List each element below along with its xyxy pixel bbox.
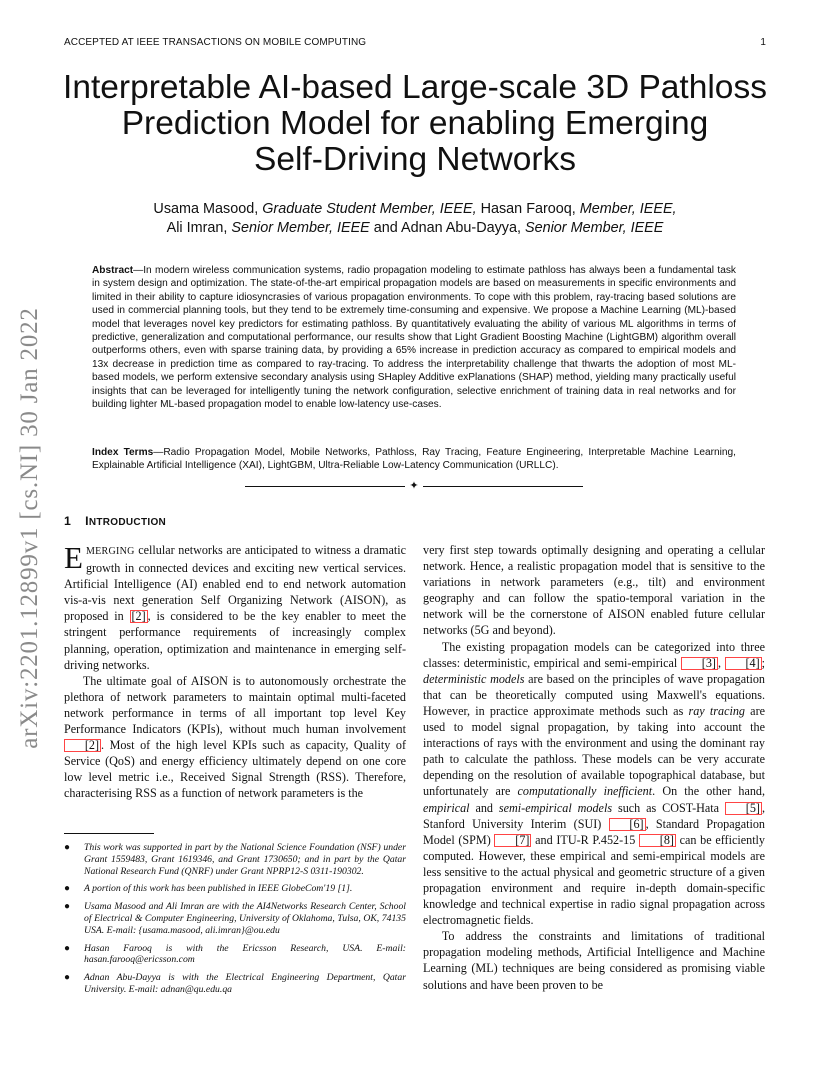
paragraph-text: The ultimate goal of AISON is to autonomously orchestrate the plethora of network parameters to maintain optimal multi-faceted network performance in terms of all important top level Key Performance Indicators (KPIs), without much human involvement: [64, 673, 406, 737]
abstract-text: —In modern wireless communication systems, radio propagation modeling to estimate pathloss has always been a fundamental task in system design and optimization. The state-of-the-art empirical propagation models are based on measurements in specific environments and limited in their ability to capture idiosyncrasies of various propagation environments. To cope with this problem, ray-tracing based solutions are used in commercial planning tools, but they tend to be extremely time-consuming and expensive. We propose a Machine Learning (ML)-based model that leverages novel key predictors for estimating pathloss. By quantitatively evaluating the ability of various ML algorithms in terms of predictive, generalization and computational performance, our results show that Light Gradient Boosting Machine (LightGBM) algorithm overall outperforms others, even with sparse training data, by providing a 65% increase in prediction accuracy as compared to empirical models and 13x decrease in prediction time as compared to ray-tracing. To address the interpretability challenge that thwarts the adoption of most ML-based models, we perform extensive secondary analysis using SHapley Additive exPlanations (SHAP) method, yielding many practically useful insights that can be leveraged for intelligently tuning the network configuration, selective enrichment of training data in real networks and for building lighter ML-based propagation model to enable low-latency use-cases.: [92, 265, 736, 411]
bullet-icon: ●: [64, 842, 71, 853]
footnote-text: This work was supported in part by the National Science Foundation (NSF) under Grant 1559483, Grant 1619346, and Grant 1730650; and in part by the Qatar National Research Fund (QNRF) under Grant NPRP12-S 0311-190302.: [84, 842, 406, 877]
emphasis: computationally inefficient: [517, 784, 653, 799]
paragraph-text: , Standard Propagation Model (SPM): [423, 816, 765, 847]
paragraph-text: very first step towards optimally designing and operating a cellular network. Hence, a realistic propagation model that is sensitive to the variations in network parameters (e.g., tilt) and environment geography and can follow the spatio-temporal variation in the network will be the cornerstone of AISON enabled future cellular networks (5G and beyond).: [423, 543, 765, 638]
page-number: 1: [760, 37, 766, 48]
paragraph-text: can be efficiently computed. However, these empirical and semi-empirical models are less sensitive to the actual physical and geometric structure of a given propagation environment and require in-depth domain-specific knowledge and technical expertise in radio signal propagation across electromagnetic fields.: [423, 832, 766, 928]
section-heading: [64, 514, 166, 528]
small-caps-word: MERGING: [85, 546, 135, 557]
paragraph-text: ;: [761, 655, 765, 670]
author-name: and Adnan Abu-Dayya,: [369, 220, 525, 236]
paragraph-text: , is considered to be the key enabler to meet the stringent performance requirements of increasingly complex planning, operation, optimization and maintenance in emerging self-driving networks.: [64, 609, 406, 672]
journal-name: ACCEPTED AT IEEE TRANSACTIONS ON MOBILE COMPUTING: [64, 37, 367, 48]
citation-link[interactable]: [8]: [639, 834, 676, 847]
author-name: Usama Masood,: [153, 201, 263, 217]
section-title-rest: NTRODUCTION: [88, 517, 167, 528]
title-line: Interpretable AI-based Large-scale 3D Pathloss: [63, 69, 767, 106]
index-terms-label: Index Terms: [92, 447, 154, 458]
paragraph-text: such as COST-Hata: [612, 800, 725, 815]
footnotes: [64, 842, 406, 1002]
paper-title: [40, 70, 790, 178]
footnote: [64, 901, 406, 936]
footnote-text: Adnan Abu-Dayya is with the Electrical Engineering Department, Qatar University. E-mail: adnan@qu.edu.qa: [84, 972, 406, 995]
bullet-icon: ●: [64, 883, 71, 895]
author-affiliation: Senior Member, IEEE: [525, 220, 664, 236]
bullet-icon: ●: [64, 901, 71, 913]
emphasis: empirical: [423, 800, 470, 815]
citation-link[interactable]: [3]: [681, 657, 718, 670]
paragraph-text: , Stanford University Interim (SUI): [423, 800, 765, 831]
author-name: Ali Imran,: [166, 220, 232, 236]
arxiv-stamp: [10, 296, 50, 760]
paragraph-text: cellular networks are anticipated to witness a dramatic growth in connected devices and exciting new vertical services. Artificial Intelligence (AI) enabled end to end network automation vis-a-vis next generation Self Organizing Network (AISON), as proposed in: [64, 543, 406, 624]
citation-link[interactable]: [7]: [494, 834, 531, 847]
citation-link[interactable]: [2]: [131, 609, 146, 624]
title-line: Prediction Model for enabling Emerging: [121, 105, 709, 142]
footnote-rule: [64, 833, 154, 834]
paragraph-text: are used to model signal propagation, by taking into account the interactions of rays with the environment and using the dominant ray path to calculate the pathloss. These models can be very accurate depending on the resolution of available topographical database, but unfortunately are: [423, 703, 766, 799]
paragraph-text: ,: [717, 655, 725, 670]
paragraph-text: are based on the principles of wave propagation that can be theoretically computed using Maxwell's equations. However, in practice approximate methods such as: [423, 671, 766, 718]
citation-link[interactable]: [6]: [609, 818, 646, 831]
index-terms-text: —Radio Propagation Model, Mobile Networks, Pathloss, Ray Tracing, Feature Engineering, Interpretable Machine Learning, Explainable Artificial Intelligence (XAI), LightGBM, Ultra-Reliable Low-Latency Communication (URLLC).: [92, 447, 736, 472]
diamond-star-icon: ✦: [409, 480, 419, 492]
paragraph: [423, 542, 765, 639]
author-affiliation: Senior Member, IEEE: [231, 220, 370, 236]
paragraph: [64, 542, 406, 673]
citation-link[interactable]: [2]: [64, 739, 101, 752]
paragraph-text: . On the other hand,: [652, 784, 766, 799]
author-affiliation: Graduate Student Member, IEEE,: [262, 201, 477, 217]
paragraph-text: The existing propagation models can be categorized into three classes: deterministic, empirical and semi-empirical: [423, 639, 765, 670]
abstract: [92, 264, 736, 411]
paragraph-text: and: [469, 800, 499, 815]
abstract-label: Abstract: [92, 265, 134, 276]
section-divider: [245, 479, 583, 493]
citation-link[interactable]: [4]: [725, 657, 762, 670]
paragraph-text: and ITU-R P.452-15: [531, 832, 639, 847]
right-column: [423, 542, 765, 993]
footnote-text: Usama Masood and Ali Imran are with the AI4Networks Research Center, School of Electrical & Computer Engineering, University of Oklahoma, Tulsa, OK, 74135 USA. E-mail: {usama.masood, ali.imran}@ou.edu: [84, 901, 406, 936]
divider-line: [245, 486, 405, 487]
divider-line: [423, 486, 583, 487]
citation-link[interactable]: [5]: [725, 802, 762, 815]
drop-cap: E: [64, 540, 83, 575]
paragraph-text: . Most of the high level KPIs such as capacity, Quality of Service (QoS) and energy efficiency ultimately depend on one core low level metric i.e., Received Signal Strength (RSS). Therefore, characterising RSS as a function of network parameters is the: [64, 738, 406, 801]
bullet-icon: ●: [64, 972, 71, 984]
author-name: Hasan Farooq,: [476, 201, 580, 217]
footnote: [64, 972, 406, 996]
section-number: 1: [64, 514, 72, 528]
paragraph: [423, 639, 765, 929]
bullet-icon: ●: [64, 942, 71, 954]
footnote-text: Hasan Farooq is with the Ericsson Research, USA. E-mail: hasan.farooq@ericsson.com: [84, 942, 406, 966]
footnote: [64, 842, 406, 877]
paragraph-text: To address the constraints and limitations of traditional propagation modeling methods, Artificial Intelligence and Machine Learning (ML) techniques are being considered as promising viable solutions and have been proven to be: [423, 929, 765, 992]
footnote: [64, 943, 406, 967]
emphasis: deterministic models: [423, 671, 525, 686]
paragraph: [423, 928, 765, 992]
author-list: [60, 200, 770, 238]
paragraph: [64, 673, 406, 802]
footnote: [64, 883, 406, 895]
title-line: Self-Driving Networks: [253, 141, 577, 178]
index-terms: [92, 446, 736, 473]
emphasis: semi-empirical models: [498, 800, 613, 815]
running-header: [64, 37, 766, 48]
emphasis: ray tracing: [688, 703, 745, 718]
footnote-text: A portion of this work has been published in IEEE GlobeCom'19 [1].: [84, 883, 353, 895]
section-title-initial: I: [85, 514, 89, 528]
arxiv-identifier: arXiv:2201.12899v1 [cs.NI] 30 Jan 2022: [16, 307, 43, 749]
author-affiliation: Member, IEEE,: [579, 201, 677, 217]
left-column: [64, 542, 406, 802]
